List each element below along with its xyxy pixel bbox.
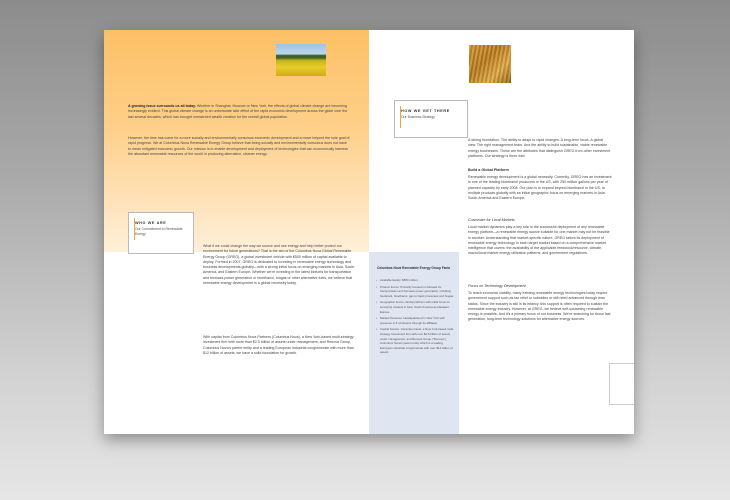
- how-we-get-there-subtitle: Our Business Strategy: [401, 115, 435, 119]
- heading-focus-technology: Focus on Technology Development: [468, 284, 526, 288]
- rapeseed-field-photo: [276, 44, 326, 76]
- intro-body: Whether in Shanghai, Moscow or New York, the effects of global climate change are becoming increasingly evident. This global climate change is an unfortunate side effect of the rapid economic development across the globe over the last several decades, which has brought unmatched wealth creation for the overall global population.: [128, 104, 348, 119]
- main-paragraph-1: What if we could change the way we source and use energy and help better protect our environment for future generations? That is the aim of the Columbus Nova Global Renewable Energy Group (GREG), a global investment vehicle with $500 million of capital available to deploy. Formed in 2007, GREG is dedicated to investing in renewable energy technology and business developments globally—with a strong initial focus on emerging markets in Asia, South America, and Eastern Europe. Whether we're investing in the latest biofuels for transportation and biomass power generation or bioethanol, biogas or other alternative fuels, we believe that renewable energy development is a global necessity today.: [203, 244, 355, 286]
- intro-paragraph-2: However, the time has come for a more socially and environmentally conscious economic development and a move beyond the sole goal of rapid progress. We at Columbus Nova Renewable Energy Group believe that being socially and environmentally conscious does not have to mean mitigated economic growth. Our mission is to enable development and deployment of technologies that can economically harness the abundant renewable resources of the world in producing alternative, cleaner energy.: [128, 136, 350, 156]
- who-we-are-subtitle: Our Commitment to Renewable Energy: [135, 227, 183, 236]
- facts-list-item: • Capital Source: Columbus Nova, a New York-based multi-strategy investment firm with over $2.5 billion of assets under management, and Renova Group ("Renova"), Columbus Nova's parent entity which is a leading European industrial conglomerate with over $12 billion of assets: [376, 327, 456, 355]
- who-we-are-label: [128, 212, 194, 254]
- right-intro-paragraph: A strong foundation. The ability to adapt to rapid changes. A long-term focus. A global view. The right management team. And the ability to build sustainable, viable renewable energy businesses. These are the attributes that distinguish GREG from other investment platforms. Our strategy is three-fold:: [468, 138, 611, 158]
- left-page: [104, 30, 369, 434]
- how-we-get-there-label: [394, 100, 468, 138]
- heading-customize-local-markets: Customize for Local Markets: [468, 218, 515, 222]
- facts-list-item: • Available Equity: $500 million: [376, 278, 456, 283]
- facts-list: [376, 278, 456, 357]
- main-paragraph-2: With capital from Columbus Nova Partners (Columbus Nova), a New York-based multi-strategy investment firm with more than $2.5 billion of assets under management, and Renova Group, Columbus Nova's parent entity and a leading European industrial conglomerate with more than $12 billion of assets, we have a solid foundation for growth.: [203, 335, 354, 355]
- who-we-are-title: WHO WE ARE: [135, 221, 167, 225]
- facts-sidebar: [369, 252, 459, 434]
- intro-lead: A growing issue surrounds us all today.: [128, 104, 196, 108]
- heading-build-global-platform: Build a Global Platform: [468, 168, 509, 172]
- intro-paragraph-1: [128, 104, 350, 120]
- wheat-closeup-photo: [469, 45, 511, 83]
- facts-list-item: • Product Focus: Primarily focused on biofuels for transportation and biomass power generation, including feedstock, bioethanol, gas to liquid processes and biogas: [376, 285, 456, 299]
- facts-list-item: • Geographic Focus: Global platform with initial focus on emerging markets in Asia, South America and Eastern Europe: [376, 300, 456, 314]
- body-build-global-platform: Renewable energy development is a global necessity. Currently, GREG has an investment in one of the leading bioethanol producers in the US, with 250 million gallons per year of planned capacity by early 2008. Our plan is to expand beyond bioethanol in the US, to multiple products globally with an initial geographic focus on emerging markets in Asia, South America and Eastern Europe.: [468, 175, 612, 201]
- body-customize-local-markets: Local market dynamics play a key role in the successful deployment of any renewable energy platform—a renewable energy source suitable for one market may not be feasible in another. Understanding that market-specific nature, GREG tailors its deployment of renewable energy technology in each target market based on a comprehensive market intelligence that covers: the availability of the applicable feedstock/resource, climate, macro/local market energy utilization patterns, and government regulations.: [468, 225, 610, 256]
- facts-list-item: • Market Presence: Headquartered in New York with presence in 6 continents through its affiliates: [376, 316, 456, 325]
- how-we-get-there-title: HOW WE GET THERE: [401, 109, 450, 113]
- body-focus-technology: To reach economic viability, many existing renewable energy technologies today require government support such as tax relief or subsidies or still need advanced through lean status. Since the industry is still in its infancy, this support is often required to sustain the renewable energy industry. However, at GREG, we believe self-sustaining renewable energy is possible. And it's a primary focus of our business. We're searching for those last generation, long-term technology solutions for alternative energy sources.: [468, 291, 611, 322]
- page-corner-box: [609, 363, 634, 405]
- brochure-spread: [104, 30, 634, 434]
- facts-sidebar-title: Columbus Nova Renewable Energy Group Facts: [377, 266, 451, 270]
